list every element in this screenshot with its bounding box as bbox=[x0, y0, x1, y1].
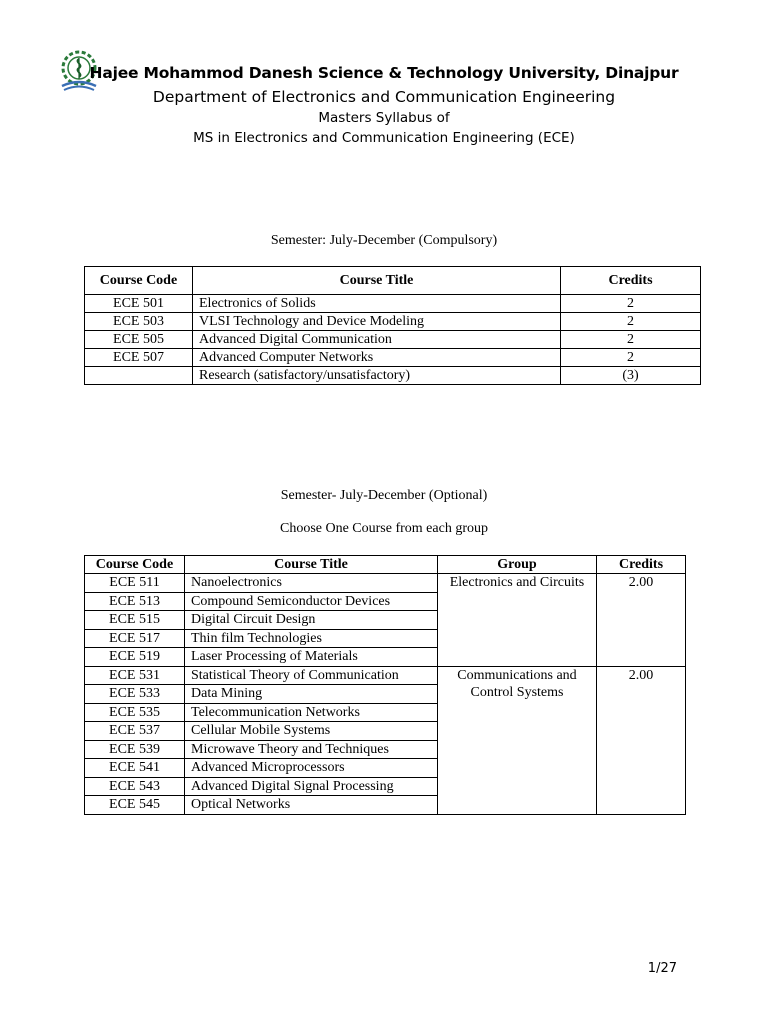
table-row bbox=[85, 331, 701, 349]
table-header-row bbox=[85, 267, 701, 295]
course-code-cell: ECE 511 bbox=[85, 574, 185, 593]
course-code-cell: ECE 513 bbox=[85, 592, 185, 611]
credits-cell: 2 bbox=[561, 313, 701, 331]
course-code-cell: ECE 501 bbox=[85, 295, 193, 313]
course-code-cell: ECE 531 bbox=[85, 666, 185, 685]
credits-cell: 2 bbox=[561, 349, 701, 367]
page-number: 1/27 bbox=[647, 961, 677, 976]
course-title-cell: Laser Processing of Materials bbox=[185, 648, 438, 667]
compulsory-courses-table bbox=[84, 266, 701, 385]
course-title-cell: Data Mining bbox=[185, 685, 438, 704]
column-header: Group bbox=[438, 556, 597, 574]
column-header: Credits bbox=[561, 267, 701, 295]
course-code-cell: ECE 517 bbox=[85, 629, 185, 648]
table-row bbox=[85, 666, 686, 685]
optional-instruction: Choose One Course from each group bbox=[279, 521, 488, 536]
course-title-cell: Advanced Digital Communication bbox=[193, 331, 561, 349]
course-title-cell: Microwave Theory and Techniques bbox=[185, 740, 438, 759]
credits-cell: 2 bbox=[561, 331, 701, 349]
course-code-cell: ECE 541 bbox=[85, 759, 185, 778]
course-code-cell: ECE 543 bbox=[85, 777, 185, 796]
course-title-cell: Electronics of Solids bbox=[193, 295, 561, 313]
table-row bbox=[85, 295, 701, 313]
course-title-cell: Digital Circuit Design bbox=[185, 611, 438, 630]
table-row bbox=[85, 349, 701, 367]
course-title-cell: Advanced Digital Signal Processing bbox=[185, 777, 438, 796]
optional-caption: Semester- July-December (Optional) bbox=[280, 488, 488, 503]
course-title-cell: Nanoelectronics bbox=[185, 574, 438, 593]
course-title-cell: Compound Semiconductor Devices bbox=[185, 592, 438, 611]
course-code-cell: ECE 537 bbox=[85, 722, 185, 741]
course-code-cell bbox=[85, 367, 193, 385]
course-title-cell: Telecommunication Networks bbox=[185, 703, 438, 722]
course-code-cell: ECE 505 bbox=[85, 331, 193, 349]
program-name: MS in Electronics and Communication Engineering (ECE) bbox=[193, 130, 575, 146]
course-title-cell: VLSI Technology and Device Modeling bbox=[193, 313, 561, 331]
group-cell: Communications and Control Systems bbox=[438, 666, 597, 814]
column-header: Credits bbox=[597, 556, 686, 574]
course-code-cell: ECE 507 bbox=[85, 349, 193, 367]
course-title-cell: Advanced Computer Networks bbox=[193, 349, 561, 367]
course-code-cell: ECE 503 bbox=[85, 313, 193, 331]
column-header: Course Code bbox=[85, 556, 185, 574]
column-header: Course Code bbox=[85, 267, 193, 295]
university-name: Hajee Mohammod Danesh Science & Technology University, Dinajpur bbox=[89, 64, 679, 82]
table-row bbox=[85, 367, 701, 385]
course-title-cell: Optical Networks bbox=[185, 796, 438, 815]
course-title-cell: Cellular Mobile Systems bbox=[185, 722, 438, 741]
table-row bbox=[85, 313, 701, 331]
course-code-cell: ECE 545 bbox=[85, 796, 185, 815]
table-row bbox=[85, 574, 686, 593]
credits-cell: 2.00 bbox=[597, 574, 686, 667]
column-header: Course Title bbox=[185, 556, 438, 574]
table-header-row bbox=[85, 556, 686, 574]
department-name: Department of Electronics and Communication Engineering bbox=[152, 88, 616, 106]
course-title-cell: Advanced Microprocessors bbox=[185, 759, 438, 778]
course-code-cell: ECE 539 bbox=[85, 740, 185, 759]
credits-cell: 2.00 bbox=[597, 666, 686, 814]
column-header: Course Title bbox=[193, 267, 561, 295]
optional-courses-table bbox=[84, 555, 686, 815]
course-code-cell: ECE 515 bbox=[85, 611, 185, 630]
credits-cell: 2 bbox=[561, 295, 701, 313]
course-title-cell: Research (satisfactory/unsatisfactory) bbox=[193, 367, 561, 385]
course-code-cell: ECE 519 bbox=[85, 648, 185, 667]
course-title-cell: Statistical Theory of Communication bbox=[185, 666, 438, 685]
course-code-cell: ECE 535 bbox=[85, 703, 185, 722]
course-title-cell: Thin film Technologies bbox=[185, 629, 438, 648]
credits-cell: (3) bbox=[561, 367, 701, 385]
syllabus-line: Masters Syllabus of bbox=[318, 110, 450, 126]
course-code-cell: ECE 533 bbox=[85, 685, 185, 704]
group-cell: Electronics and Circuits bbox=[438, 574, 597, 667]
compulsory-caption: Semester: July-December (Compulsory) bbox=[270, 233, 498, 248]
